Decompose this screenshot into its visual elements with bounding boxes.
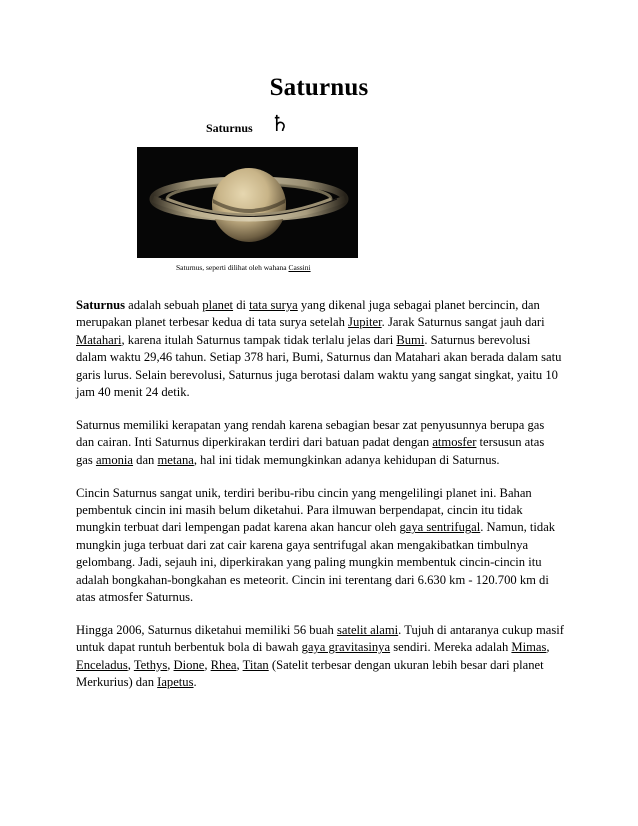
paragraph-text: , karena itulah Saturnus tampak tidak terlalu jelas dari <box>121 332 397 347</box>
article-link[interactable]: Mimas <box>511 640 547 655</box>
article-link[interactable]: Jupiter <box>348 315 382 330</box>
paragraph-text: Hingga 2006, Saturnus diketahui memiliki 56 buah <box>76 623 337 637</box>
image-caption-text: Saturnus, seperti dilihat oleh wahana <box>176 263 289 272</box>
paragraph-text: di <box>233 298 250 312</box>
paragraph-text: . Tujuh di antaranya cukup masif untuk dapat runtuh berbentuk bola di bawah <box>76 623 564 655</box>
paragraph-text: sendiri. Mereka adalah <box>390 640 512 655</box>
article-link[interactable]: Tethys <box>133 657 168 672</box>
article-link[interactable]: tata surya <box>249 298 298 312</box>
article-link[interactable]: satelit alami <box>336 623 399 637</box>
paragraph <box>76 417 564 469</box>
article-link[interactable]: Matahari <box>76 332 122 347</box>
paragraph <box>76 622 564 692</box>
saturn-photo <box>137 147 358 258</box>
paragraph-text: . Namun, tidak mungkin juga terbuat dari zat cair karena gaya sentrifugal akan mengakibatkan timbulnya gelombang. Jadi, sejauh ini, diperkirakan yang paling mungkin membentuk cincin-cincin itu adalah bongkahan-bongkahan es meteorit. Cincin ini terentang dari 6.630 km - 120.700 km di atas atmosfer Saturnus. <box>76 520 556 605</box>
article-link[interactable]: gaya sentrifugal <box>399 520 481 535</box>
page-title: Saturnus <box>269 74 369 101</box>
paragraph <box>76 297 564 401</box>
infobox-heading: Saturnus <box>206 121 253 135</box>
paragraph-text: Cincin Saturnus sangat unik, terdiri beribu-ribu cincin yang mengelilingi planet ini. Bahan pembentuk cincin ini masih belum diketahui. Para ilmuwan berpendapat, cincin itu tidak mungkin terbuat dari lempengan padat karena akan hancur oleh <box>76 485 532 535</box>
paragraph-text: , hal ini tidak memungkinkan adanya kehidupan di Saturnus. <box>193 452 500 467</box>
article-link[interactable]: planet <box>202 298 234 312</box>
article-link[interactable]: amonia <box>95 452 134 467</box>
paragraph-text: , <box>167 657 174 672</box>
article-link[interactable]: Dione <box>173 657 205 672</box>
paragraph-text: yang dikenal juga sebagai planet bercincin, dan merupakan planet terbesar kedua di tata surya setelah <box>76 298 540 330</box>
image-caption <box>176 263 311 272</box>
saturn-symbol-icon: ♄ <box>270 111 290 136</box>
paragraph-text: , <box>204 657 211 672</box>
paragraph-text: (Satelit terbesar dengan ukuran lebih besar dari planet Merkurius) dan <box>76 657 544 690</box>
article-link[interactable]: atmosfer <box>432 435 477 450</box>
article-link[interactable]: Enceladus <box>76 657 128 672</box>
article-link[interactable]: Iapetus <box>157 675 194 690</box>
paragraph-text: dan <box>133 452 158 467</box>
paragraph <box>76 485 564 607</box>
paragraph-text: , <box>236 657 243 672</box>
paragraph-text: . Jarak Saturnus sangat jauh dari <box>381 315 545 330</box>
paragraph-text: tersusun atas gas <box>76 435 545 467</box>
cassini-link[interactable]: Cassini <box>288 263 311 272</box>
paragraph-text: Saturnus memiliki kerapatan yang rendah karena sebagian besar zat penyusunnya berupa gas dan cairan. Inti Saturnus diperkirakan terdiri dari batuan padat dengan <box>76 417 545 450</box>
article-link[interactable]: Titan <box>242 657 269 672</box>
article-link[interactable]: metana <box>157 452 194 467</box>
article-link[interactable]: Bumi <box>396 332 425 347</box>
article-link[interactable]: Rhea <box>210 657 237 672</box>
article-body <box>76 297 564 707</box>
bold-term: Saturnus <box>76 298 125 312</box>
paragraph-text: . Saturnus berevolusi dalam waktu 29,46 tahun. Setiap 378 hari, Bumi, Saturnus dan Matahari akan berada dalam satu garis lurus. Selain berevolusi, Saturnus juga berotasi dalam waktu yang sangat singkat, yaitu 10 jam 40 menit 24 detik. <box>76 332 562 400</box>
article-link[interactable]: gaya gravitasinya <box>301 640 391 655</box>
paragraph-text: , <box>546 640 550 655</box>
paragraph-text: , <box>127 657 134 672</box>
paragraph-text: adalah sebuah <box>125 298 203 312</box>
paragraph-text: . <box>193 675 197 690</box>
